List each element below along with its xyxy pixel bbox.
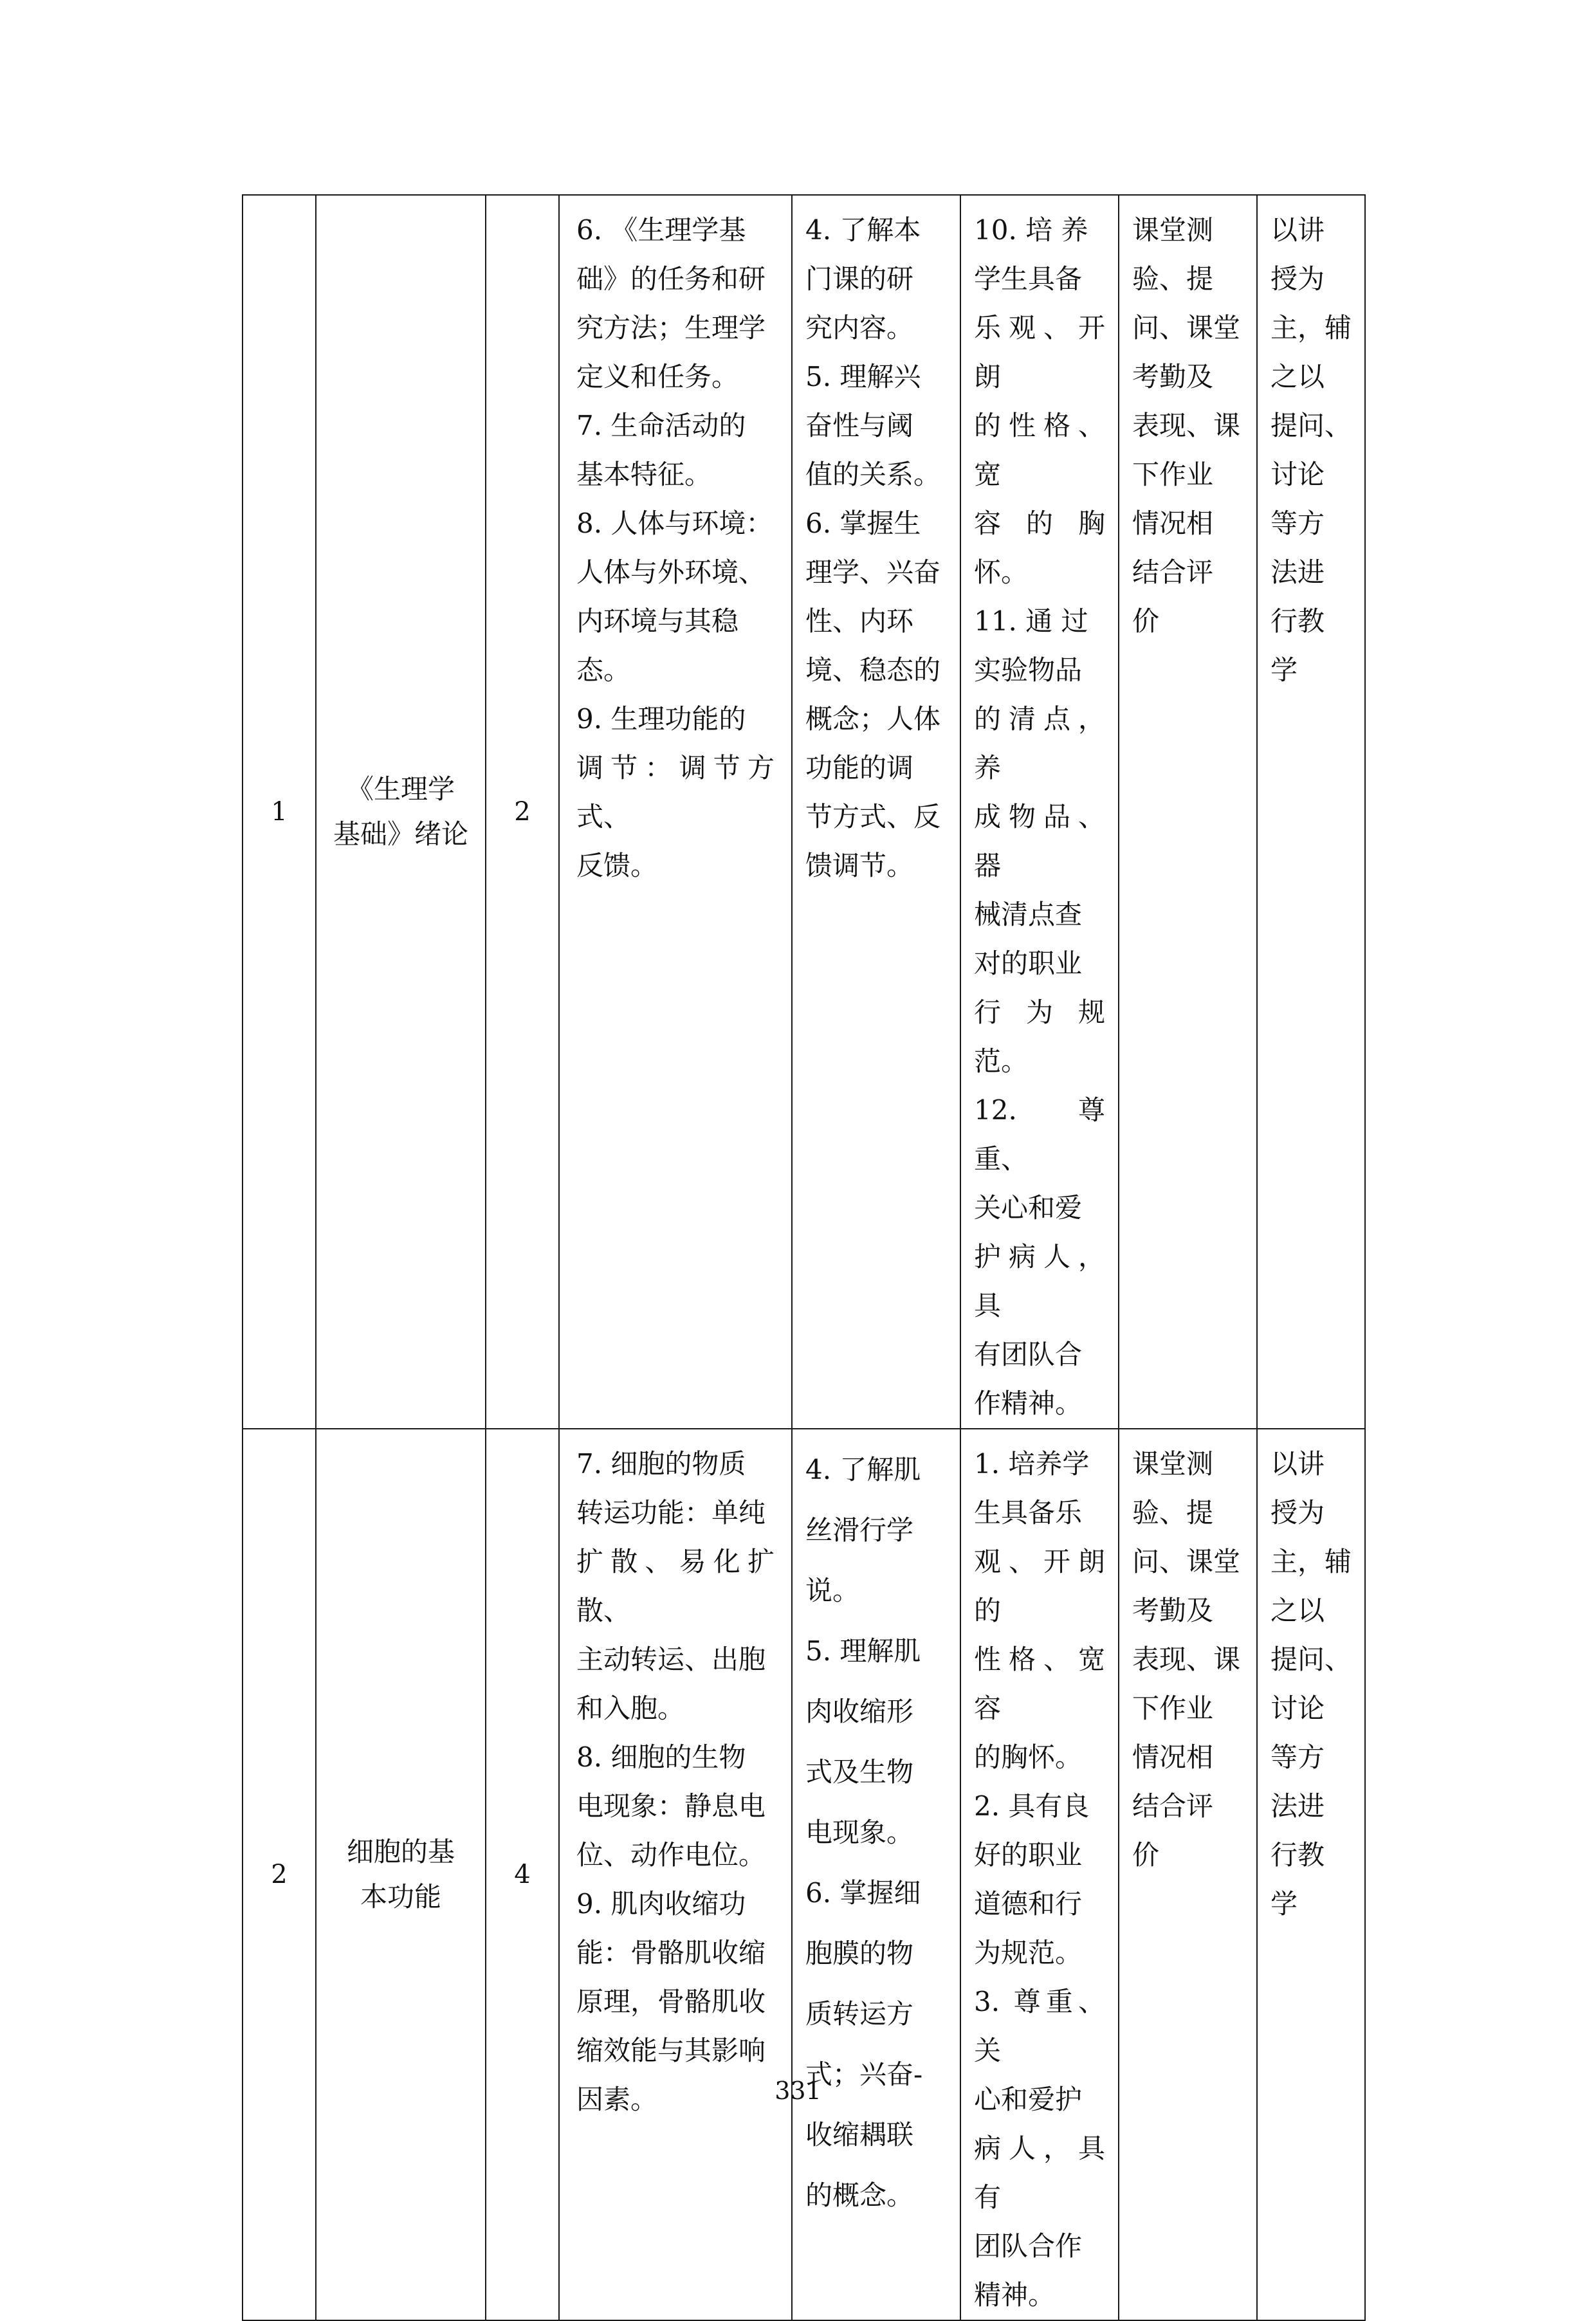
topic-line: 细胞的基: [346, 1836, 455, 1867]
quality-cell: [960, 195, 1119, 1429]
knowledge-cell: [792, 195, 960, 1429]
assessment-line: 验、提: [1132, 1497, 1214, 1528]
knowledge-line: 的概念。: [805, 2179, 914, 2211]
assessment-cell: [1119, 195, 1257, 1429]
method-line: 之以: [1270, 1595, 1325, 1626]
quality-line: 好的职业: [974, 1839, 1083, 1871]
method-line: 行教: [1270, 605, 1325, 637]
quality-line: 精神。: [974, 2279, 1056, 2311]
method-text: [1258, 196, 1364, 695]
assessment-line: 下作业: [1132, 1693, 1214, 1724]
content-line: 扩散、易化扩散、: [576, 1546, 775, 1626]
content-line: 转运功能：单纯: [576, 1497, 766, 1528]
quality-line: 心和爱护: [974, 2084, 1083, 2115]
quality-line: 作精神。: [974, 1388, 1083, 1419]
method-line: 学: [1270, 654, 1298, 686]
content-line: 因素。: [576, 2084, 658, 2115]
knowledge-line: 5. 理解兴: [805, 361, 921, 392]
knowledge-line: 说。: [805, 1575, 860, 1606]
quality-line: 10. 培 养: [974, 214, 1088, 246]
content-line: 人体与外环境、: [576, 556, 766, 588]
knowledge-line: 6. 掌握细: [805, 1877, 921, 1909]
content-line: 定义和任务。: [576, 361, 739, 392]
method-line: 行教: [1270, 1839, 1325, 1871]
quality-line: 11. 通 过: [974, 605, 1088, 637]
quality-line: 成物品、器: [974, 801, 1105, 881]
quality-line: 有团队合: [974, 1339, 1083, 1370]
method-line: 等方: [1270, 508, 1325, 539]
content-line: 电现象：静息电: [576, 1790, 766, 1822]
method-line: 讨论: [1270, 459, 1325, 490]
content-line: 9. 肌肉收缩功: [576, 1888, 746, 1920]
quality-line: 团队合作: [974, 2230, 1083, 2262]
knowledge-cell: [792, 1429, 960, 2320]
method-line: 法进: [1270, 1790, 1325, 1822]
knowledge-line: 肉收缩形: [805, 1696, 914, 1727]
knowledge-line: 馈调节。: [805, 850, 914, 881]
method-line: 提问、: [1270, 410, 1352, 441]
method-line: 提问、: [1270, 1644, 1352, 1675]
knowledge-line: 理学、兴奋: [805, 556, 941, 588]
assessment-line: 价: [1132, 605, 1160, 637]
quality-line: 道德和行: [974, 1888, 1083, 1920]
knowledge-line: 胞膜的物: [805, 1938, 914, 1969]
hours-cell: [486, 195, 559, 1429]
quality-line: 3. 尊重、关: [974, 1986, 1105, 2066]
topic-text: [316, 767, 485, 857]
quality-line: 学生具备: [974, 263, 1083, 295]
quality-cell: [960, 1429, 1119, 2320]
knowledge-line: 值的关系。: [805, 459, 941, 490]
assessment-line: 考勤及: [1132, 361, 1214, 392]
quality-line: 行为规范。: [974, 996, 1105, 1077]
method-line: 之以: [1270, 361, 1325, 392]
knowledge-line: 收缩耦联: [805, 2119, 914, 2151]
quality-line: 实验物品: [974, 654, 1083, 686]
knowledge-line: 境、稳态的: [805, 654, 941, 686]
method-line: 学: [1270, 1888, 1298, 1920]
method-line: 主，辅: [1270, 312, 1352, 344]
method-line: 法进: [1270, 556, 1325, 588]
content-line: 究方法；生理学: [576, 312, 766, 344]
method-line: 讨论: [1270, 1693, 1325, 1724]
method-line: 等方: [1270, 1741, 1325, 1773]
assessment-line: 结合评: [1132, 556, 1214, 588]
quality-line: 生具备乐: [974, 1497, 1083, 1528]
knowledge-text: [793, 1429, 960, 2226]
topic-text: [316, 1830, 485, 1920]
quality-line: 的性格、宽: [974, 410, 1105, 490]
assessment-line: 价: [1132, 1839, 1160, 1871]
quality-line: 1. 培养学: [974, 1448, 1090, 1480]
content-line: 6. 《生理学基: [576, 214, 746, 246]
topic-line: 《生理学: [346, 773, 455, 805]
quality-line: 12. 尊重、: [974, 1094, 1105, 1175]
knowledge-line: 丝滑行学: [805, 1514, 914, 1546]
method-line: 以讲: [1270, 214, 1325, 246]
row-index-cell: [243, 195, 316, 1429]
knowledge-line: 5. 理解肌: [805, 1635, 921, 1667]
content-text: [560, 1429, 791, 2124]
content-line: 和入胞。: [576, 1693, 685, 1724]
row-index: 1: [271, 797, 288, 827]
knowledge-line: 究内容。: [805, 312, 914, 344]
assessment-text: [1119, 196, 1256, 646]
assessment-line: 表现、课: [1132, 1644, 1241, 1675]
hours-cell: [486, 1429, 559, 2320]
quality-line: 关心和爱: [974, 1192, 1083, 1224]
knowledge-line: 式及生物: [805, 1756, 914, 1788]
content-line: 反馈。: [576, 850, 658, 881]
content-line: 7. 细胞的物质: [576, 1448, 746, 1480]
quality-line: 械清点查: [974, 899, 1083, 930]
content-line: 础》的任务和研: [576, 263, 766, 295]
content-line: 7. 生命活动的: [576, 410, 746, 441]
quality-line: 乐观、开朗: [974, 312, 1105, 392]
knowledge-line: 电现象。: [805, 1817, 914, 1848]
knowledge-line: 奋性与阈: [805, 410, 914, 441]
quality-line: 的胸怀。: [974, 1741, 1083, 1773]
content-line: 9. 生理功能的: [576, 703, 746, 735]
content-line: 基本特征。: [576, 459, 712, 490]
knowledge-line: 门课的研: [805, 263, 914, 295]
content-text: [560, 196, 791, 890]
method-line: 授为: [1270, 1497, 1325, 1528]
knowledge-line: 4. 了解肌: [805, 1454, 921, 1485]
method-line: 主，辅: [1270, 1546, 1352, 1577]
assessment-line: 问、课堂: [1132, 1546, 1241, 1577]
hours-value: 4: [514, 1860, 531, 1889]
content-line: 原理，骨骼肌收: [576, 1986, 766, 2017]
row-index-cell: [243, 1429, 316, 2320]
content-line: 缩效能与其影响: [576, 2035, 766, 2066]
content-cell: [559, 195, 792, 1429]
method-cell: [1257, 195, 1365, 1429]
content-line: 内环境与其稳: [576, 605, 739, 637]
knowledge-line: 4. 了解本: [805, 214, 921, 246]
method-line: 以讲: [1270, 1448, 1325, 1480]
hours-value: 2: [514, 797, 531, 827]
assessment-line: 课堂测: [1132, 214, 1214, 246]
table-row: [243, 1429, 1365, 2320]
quality-line: 的清点，养: [974, 703, 1105, 784]
content-line: 态。: [576, 654, 631, 686]
assessment-line: 情况相: [1132, 508, 1214, 539]
knowledge-text: [793, 196, 960, 890]
content-line: 位、动作电位。: [576, 1839, 766, 1871]
assessment-line: 情况相: [1132, 1741, 1214, 1773]
content-line: 能：骨骼肌收缩: [576, 1937, 766, 1968]
assessment-text: [1119, 1429, 1256, 1880]
assessment-line: 验、提: [1132, 263, 1214, 295]
knowledge-line: 性、内环: [805, 605, 914, 637]
row-index: 2: [271, 1860, 288, 1889]
content-cell: [559, 1429, 792, 2320]
knowledge-line: 6. 掌握生: [805, 508, 921, 539]
quality-line: 为规范。: [974, 1937, 1083, 1968]
topic-cell: [316, 1429, 486, 2320]
quality-text: [961, 196, 1118, 1428]
assessment-line: 下作业: [1132, 459, 1214, 490]
assessment-line: 课堂测: [1132, 1448, 1214, 1480]
quality-line: 护病人，具: [974, 1241, 1105, 1321]
content-line: 主动转运、出胞: [576, 1644, 766, 1675]
content-line: 8. 人体与环境：: [576, 508, 773, 539]
knowledge-line: 节方式、反: [805, 801, 941, 832]
method-line: 授为: [1270, 263, 1325, 295]
content-line: 8. 细胞的生物: [576, 1741, 746, 1773]
quality-line: 观、开朗的: [974, 1546, 1105, 1626]
assessment-line: 结合评: [1132, 1790, 1214, 1822]
quality-line: 2. 具有良: [974, 1790, 1090, 1822]
quality-line: 对的职业: [974, 948, 1083, 979]
assessment-line: 考勤及: [1132, 1595, 1214, 1626]
course-table: [242, 194, 1366, 2321]
knowledge-line: 功能的调: [805, 752, 914, 784]
page-number: 331: [775, 2077, 821, 2105]
topic-line: 基础》绪论: [333, 818, 468, 850]
knowledge-line: 式；兴奋-: [805, 2059, 923, 2090]
knowledge-line: 概念；人体: [805, 703, 941, 735]
quality-text: [961, 1429, 1118, 2320]
assessment-line: 问、课堂: [1132, 312, 1241, 344]
topic-cell: [316, 195, 486, 1429]
content-line: 调节：调节方式、: [576, 752, 775, 832]
method-text: [1258, 1429, 1364, 1929]
quality-line: 性格、宽容: [974, 1644, 1105, 1724]
assessment-line: 表现、课: [1132, 410, 1241, 441]
quality-line: 病人，具有: [974, 2133, 1105, 2213]
assessment-cell: [1119, 1429, 1257, 2320]
knowledge-line: 质转运方: [805, 1998, 914, 2030]
topic-line: 本功能: [360, 1881, 441, 1913]
method-cell: [1257, 1429, 1365, 2320]
table-row: [243, 195, 1365, 1429]
quality-line: 容的胸怀。: [974, 508, 1105, 588]
